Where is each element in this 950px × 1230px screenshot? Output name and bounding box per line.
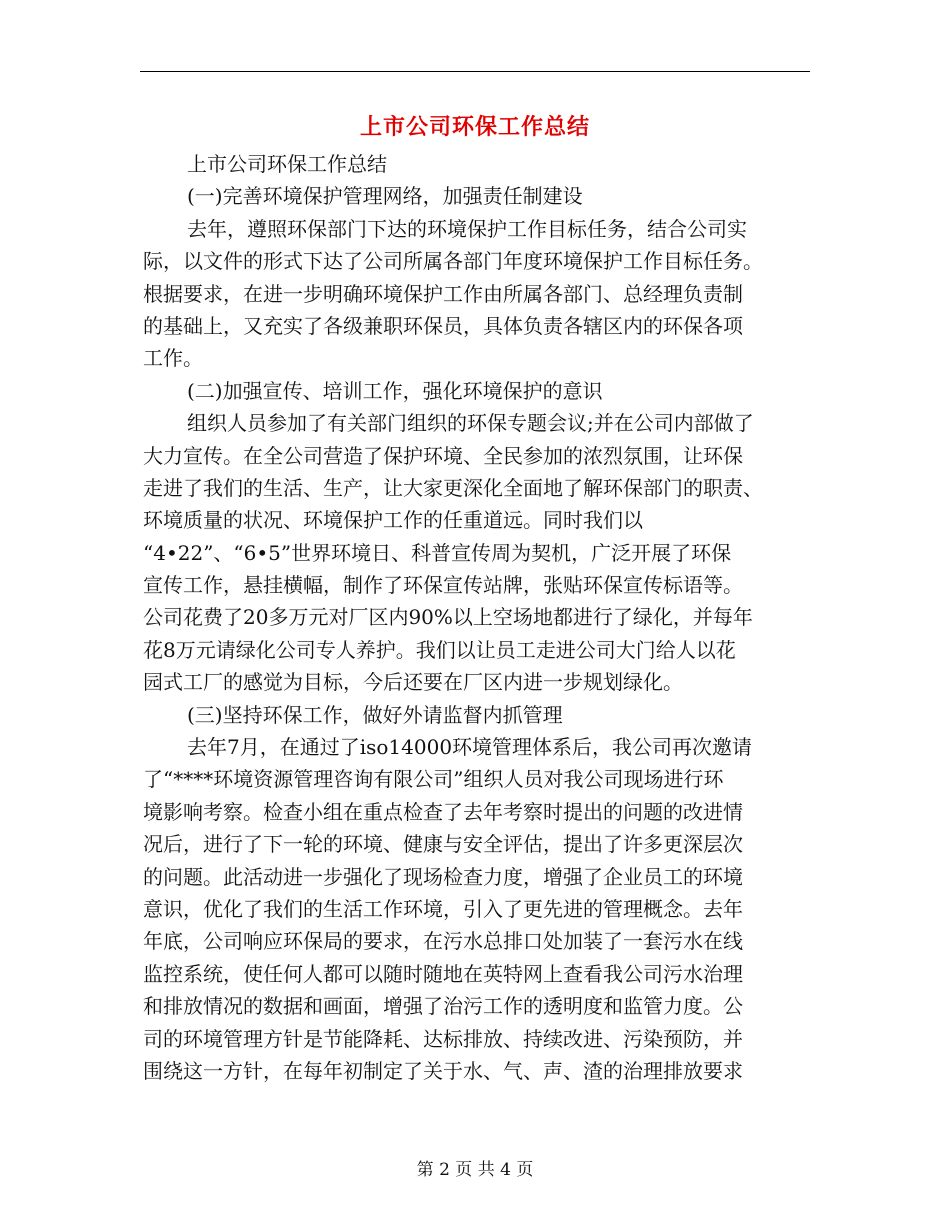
paragraph-line: 去年7月，在通过了iso14000环境管理体系后，我公司再次邀请 <box>187 735 753 760</box>
paragraph-line: 宣传工作，悬挂横幅，制作了环保宣传站牌，张贴环保宣传标语等。 <box>143 573 743 598</box>
paragraph-line: (一)完善环境保护管理网络，加强责任制建设 <box>187 184 583 209</box>
paragraph-line: 根据要求，在进一步明确环境保护工作由所属各部门、总经理负责制 <box>143 281 743 306</box>
paragraph-line: 际，以文件的形式下达了公司所属各部门年度环境保护工作目标任务。 <box>143 249 763 274</box>
paragraph-line: 环境质量的状况、环境保护工作的任重道远。同时我们以 <box>143 508 643 533</box>
paragraph-line: 监控系统，使任何人都可以随时随地在英特网上查看我公司污水治理 <box>143 961 743 986</box>
paragraph-line: 的基础上，又充实了各级兼职环保员，具体负责各辖区内的环保各项 <box>143 313 743 338</box>
paragraph-line: (三)坚持环保工作，做好外请监督内抓管理 <box>187 702 563 727</box>
paragraph-line: 况后，进行了下一轮的环境、健康与安全评估，提出了许多更深层次 <box>143 832 743 857</box>
paragraph-line: 了“****环境资源管理咨询有限公司”组织人员对我公司现场进行环 <box>143 767 724 792</box>
page-footer: 第 2 页 共 4 页 <box>416 1160 534 1180</box>
paragraph-line: 花8万元请绿化公司专人养护。我们以让员工走进公司大门给人以花 <box>143 637 736 662</box>
paragraph-line: 围绕这一方针，在每年初制定了关于水、气、声、渣的治理排放要求 <box>143 1058 743 1083</box>
paragraph-line: 去年，遵照环保部门下达的环境保护工作目标任务，结合公司实 <box>187 216 747 241</box>
document-body <box>143 148 813 1087</box>
paragraph-line: 园式工厂的感觉为目标，今后还要在厂区内进一步规划绿化。 <box>143 670 683 695</box>
paragraph-line: 和排放情况的数据和画面，增强了治污工作的透明度和监管力度。公 <box>143 994 743 1019</box>
paragraph-line: 上市公司环保工作总结 <box>187 152 387 176</box>
paragraph-line: (二)加强宣传、培训工作，强化环境保护的意识 <box>187 378 603 403</box>
header-rule <box>140 71 810 72</box>
paragraph-line: 工作。 <box>143 346 203 371</box>
paragraph-line: 公司花费了20多万元对厂区内90%以上空场地都进行了绿化，并每年 <box>143 605 753 630</box>
paragraph-line: 组织人员参加了有关部门组织的环保专题会议;并在公司内部做了 <box>187 411 754 436</box>
paragraph-line: 大力宣传。在全公司营造了保护环境、全民参加的浓烈氛围，让环保 <box>143 443 743 468</box>
paragraph-line: 境影响考察。检查小组在重点检查了去年考察时提出的问题的改进情 <box>143 799 743 824</box>
paragraph-line: 的问题。此活动进一步强化了现场检查力度，增强了企业员工的环境 <box>143 864 743 889</box>
paragraph-line: 年底，公司响应环保局的要求，在污水总排口处加装了一套污水在线 <box>143 929 743 954</box>
document-title: 上市公司环保工作总结 <box>359 114 590 140</box>
paragraph-line: 意识，优化了我们的生活工作环境，引入了更先进的管理概念。去年 <box>143 896 743 921</box>
paragraph-line: 司的环境管理方针是节能降耗、达标排放、持续改进、污染预防，并 <box>143 1026 743 1051</box>
paragraph-line: 走进了我们的生活、生产，让大家更深化全面地了解环保部门的职责、 <box>143 475 763 500</box>
paragraph-line: “4•22”、“6•5”世界环境日、科普宣传周为契机，广泛开展了环保 <box>143 540 732 565</box>
